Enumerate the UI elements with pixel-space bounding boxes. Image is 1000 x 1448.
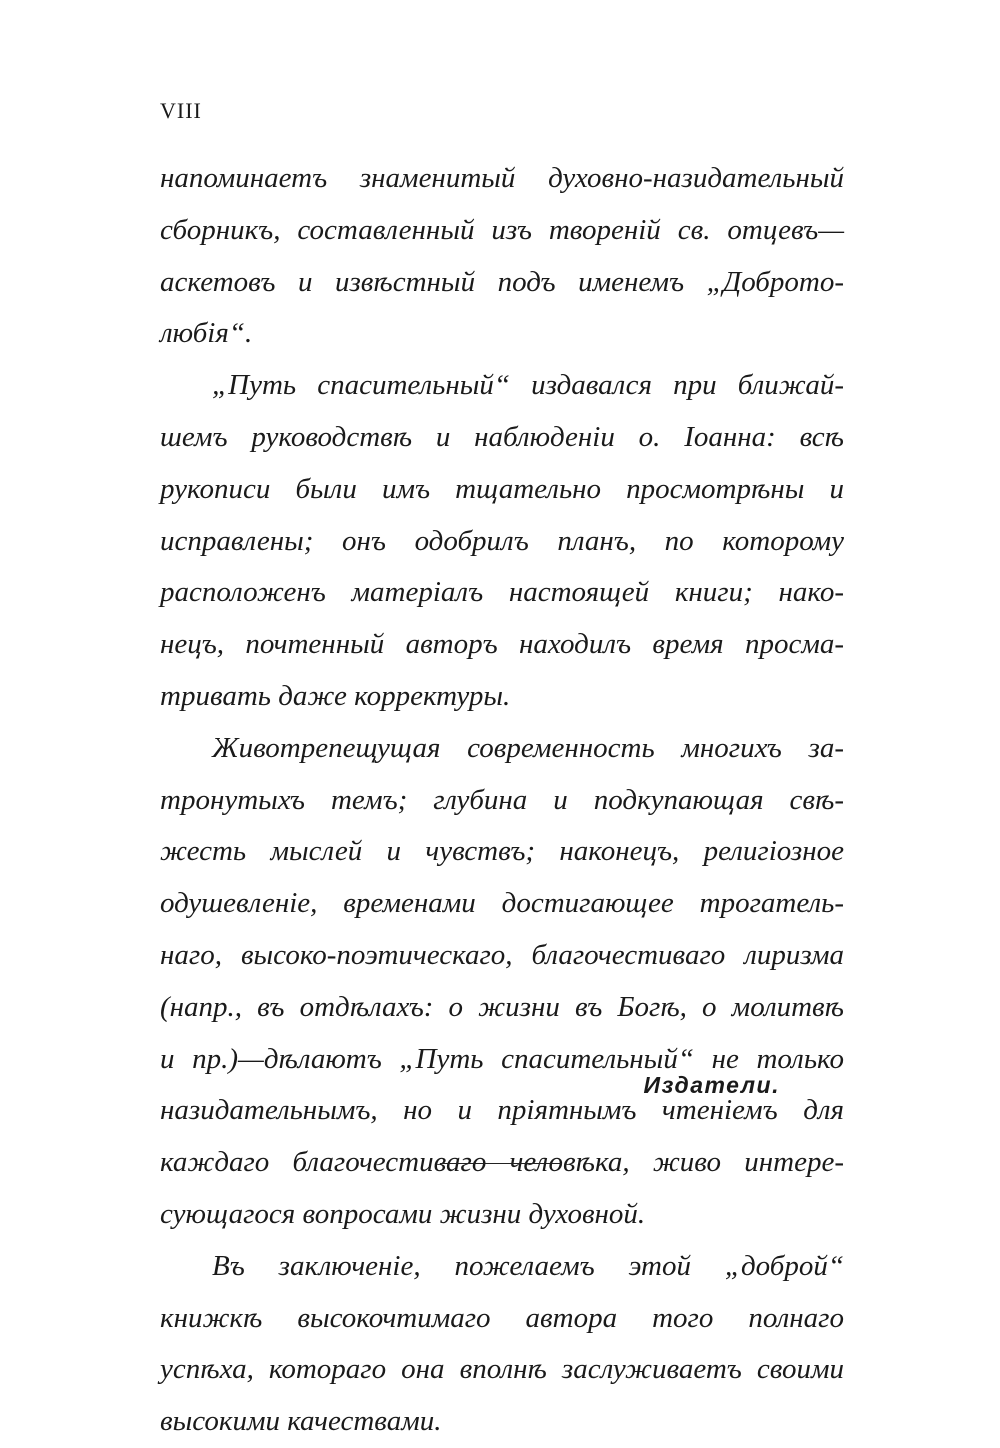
text-line: книжкѣ высокочтимаго автора того полнаго [160, 1301, 844, 1334]
text-line: напоминаетъ знаменитый духовно-назидательный [160, 162, 844, 194]
text-line: Животрепещущая современность многихъ за- [212, 731, 844, 764]
text-line: сующагося вопросами жизни духовной. [160, 1197, 646, 1230]
text-line: жесть мыслей и чувствъ; наконецъ, религіозное [160, 835, 844, 868]
text-line: высокими качествами. [160, 1405, 442, 1438]
text-line: одушевленіе, временами достигающее трогатель- [160, 887, 844, 920]
text-line: (напр., въ отдѣлахъ: о жизни въ Богѣ, о молитвѣ [160, 990, 844, 1023]
text-line: шемъ руководствѣ и наблюденіи о. Іоанна: всѣ [160, 420, 844, 453]
signature: Издатели. [643, 1072, 780, 1098]
text-line: тронутыхъ темъ; глубина и подкупающая свѣ- [160, 783, 844, 816]
text-line: исправлены; онъ одобрилъ планъ, по которому [160, 524, 844, 557]
text-line: успѣха, котораго она вполнѣ заслуживаетъ своими [160, 1353, 844, 1386]
text-line: наго, высоко-поэтическаго, благочестиваго лиризма [160, 938, 844, 971]
text-line: Въ заключеніе, пожелаемъ этой „доброй“ [212, 1249, 844, 1282]
text-line: рукописи были имъ тщательно просмотрѣны и [160, 472, 844, 505]
closing-rule [440, 1163, 562, 1164]
text-line: каждаго благочестиваго человѣка, живо интере- [160, 1146, 844, 1179]
text-line: любія“. [160, 317, 253, 350]
body-text [160, 153, 844, 1448]
text-line: расположенъ матеріалъ настоящей книги; нако- [160, 576, 844, 609]
text-line: аскетовъ и извѣстный подъ именемъ „Доброто- [160, 265, 844, 298]
text-line: нецъ, почтенный авторъ находилъ время просма- [160, 628, 844, 661]
paragraph-1 [160, 153, 844, 360]
text-line: тривать даже корректуры. [160, 679, 511, 712]
paragraph-2 [160, 360, 844, 723]
text-line: сборникъ, составленный изъ твореній св. отцевъ— [160, 213, 844, 246]
paragraph-4 [160, 1241, 844, 1448]
page-number: VIII [160, 98, 202, 123]
text-line: назидательнымъ, но и пріятнымъ чтеніемъ для [160, 1094, 844, 1127]
text-line: и пр.)—дѣлаютъ „Путь спасительный“ не только [160, 1042, 844, 1075]
text-line: „Путь спасительный“ издавался при ближай- [212, 369, 844, 402]
